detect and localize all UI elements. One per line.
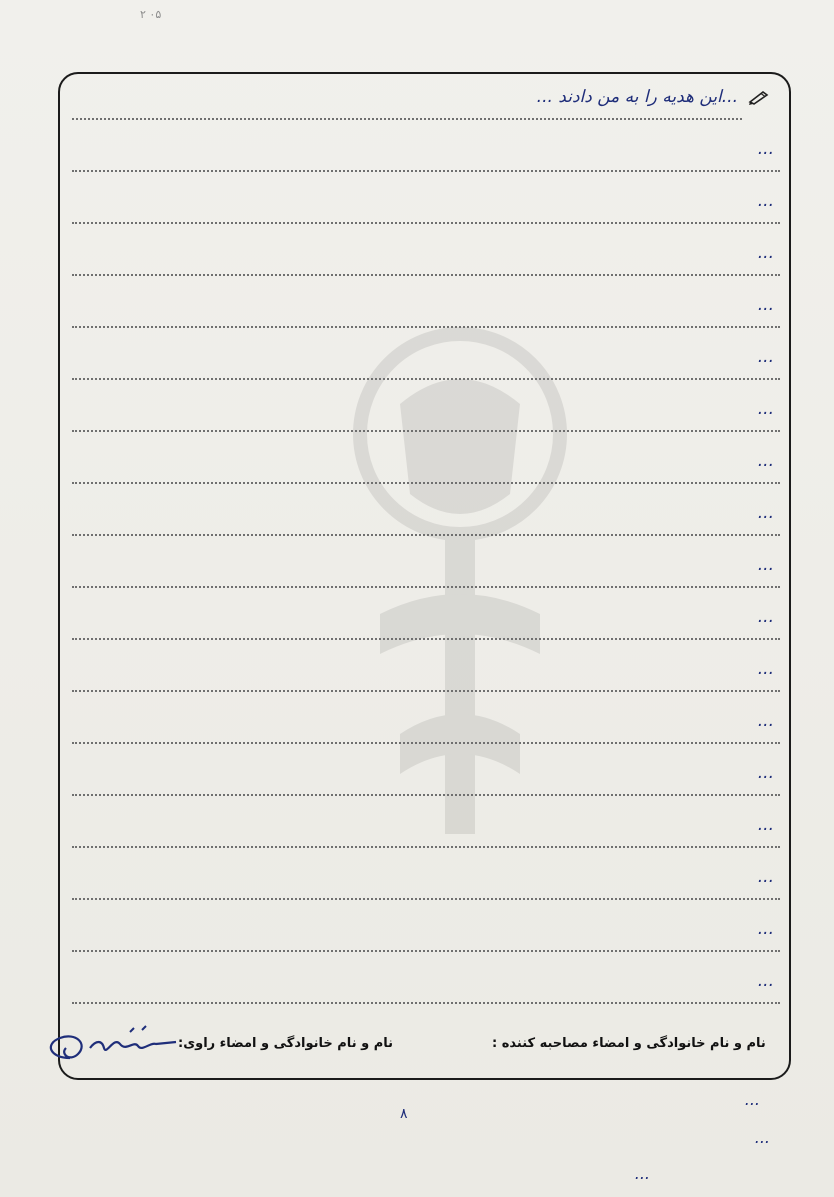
transcript-line: ... bbox=[72, 754, 780, 796]
transcript-line: ... bbox=[72, 650, 780, 692]
transcript-line: ... bbox=[72, 910, 780, 952]
transcript-line: ... bbox=[72, 286, 780, 328]
transcript-line: ... bbox=[72, 702, 780, 744]
transcript-line: ... bbox=[72, 858, 780, 900]
top-scribble: ۲ ۰۵ bbox=[140, 8, 162, 21]
transcript-line: ... bbox=[72, 806, 780, 848]
margin-note-line: ... bbox=[744, 1090, 760, 1109]
transcript-line: ... bbox=[72, 234, 780, 276]
page-number: ۸ bbox=[400, 1106, 408, 1122]
transcript-line: ...این هدیه را به من دادند ... bbox=[72, 78, 742, 120]
transcript-line: ... bbox=[72, 130, 780, 172]
signature-icon bbox=[30, 1014, 180, 1074]
margin-note-line: ... bbox=[634, 1164, 650, 1183]
narrator-signature-label: نام و نام خانوادگی و امضاء راوی: bbox=[178, 1036, 393, 1051]
transcript-line: ... bbox=[72, 546, 780, 588]
transcript-line: ... bbox=[72, 494, 780, 536]
transcript-line: ... bbox=[72, 442, 780, 484]
interviewer-signature-label: نام و نام خانوادگی و امضاء مصاحبه کننده : bbox=[492, 1036, 766, 1051]
transcript-line: ... bbox=[72, 962, 780, 1004]
transcript-line: ... bbox=[72, 598, 780, 640]
transcript-line: ... bbox=[72, 182, 780, 224]
transcript-line: ... bbox=[72, 390, 780, 432]
margin-note-line: ... bbox=[754, 1128, 770, 1147]
pencil-icon bbox=[748, 89, 770, 105]
transcript-line: ... bbox=[72, 338, 780, 380]
